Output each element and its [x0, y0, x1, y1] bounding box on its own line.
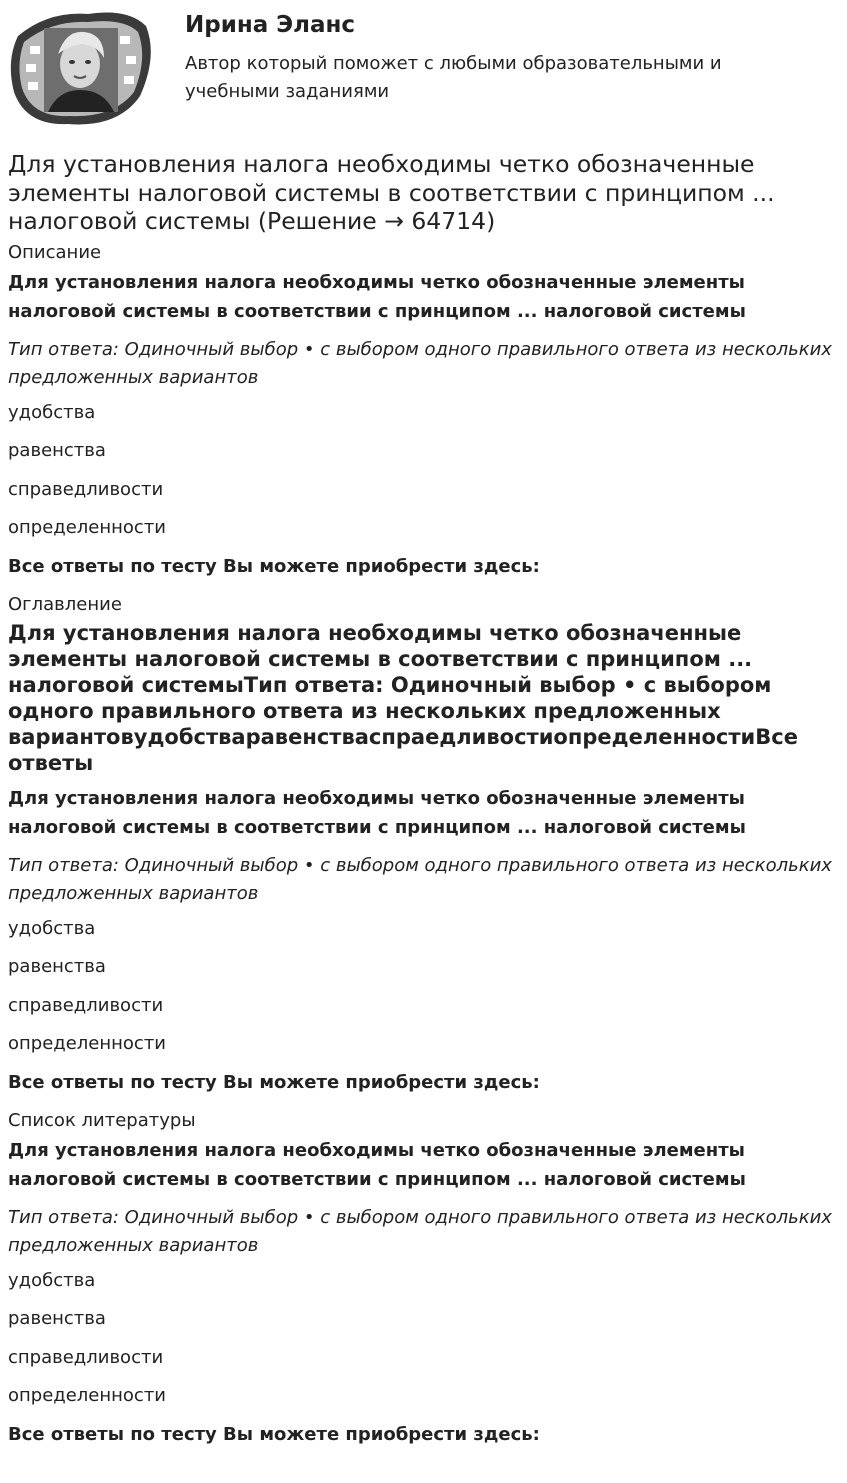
toc-heading — [8, 620, 847, 776]
author-avatar — [8, 6, 152, 128]
answer-option: удобства — [8, 401, 96, 423]
question-text: Для установления налога необходимы четко обозначенные элементы налоговой системы в соответствии с принципом ... налоговой системы — [8, 1139, 746, 1190]
question-text: Для установления налога необходимы четко обозначенные элементы налоговой системы в соответствии с принципом ... налоговой системы — [8, 787, 746, 838]
toc-heading-line: налоговой системыТип ответа: Одиночный выбор • с выбором — [8, 672, 772, 697]
toc-heading-line: вариантовудобстваравенстваспраедливостиопределенностиВсе — [8, 724, 798, 749]
literature-section — [8, 1110, 839, 1446]
answer-option: определенности — [8, 1385, 167, 1406]
answer-option: определенности — [8, 517, 167, 538]
answer-option: равенства — [8, 440, 106, 461]
answer-type: Тип ответа: Одиночный выбор • с выбором одного правильного ответа из нескольких предложенных вариантов — [8, 338, 832, 388]
description-section — [8, 242, 839, 578]
toc-heading-line: одного правильного ответа из нескольких предложенных — [8, 698, 721, 723]
question-text: Для установления налога необходимы четко обозначенные элементы налоговой системы в соответствии с принципом ... налоговой системы — [8, 271, 746, 322]
section-label-literature: Список литературы — [8, 1109, 196, 1131]
section-label-description: Описание — [8, 241, 102, 263]
answer-type: Тип ответа: Одиночный выбор • с выбором одного правильного ответа из нескольких предложенных вариантов — [8, 854, 832, 904]
answer-option: равенства — [8, 1308, 106, 1329]
author-description: Автор который поможет с любыми образовательными и учебными заданиями — [185, 53, 722, 102]
toc-heading-line: ответы — [8, 750, 94, 775]
answer-option: определенности — [8, 1033, 167, 1054]
answer-option: удобства — [8, 917, 96, 939]
section-label-toc: Оглавление — [8, 593, 122, 615]
page-title: Для установления налога необходимы четко обозначенные элементы налоговой системы в соответствии с принципом ... налоговой системы (Решение → 64714) — [8, 150, 775, 235]
answer-option: удобства — [8, 1269, 96, 1291]
answer-option: справедливости — [8, 994, 164, 1016]
answer-option: справедливости — [8, 1346, 164, 1368]
answer-option: справедливости — [8, 478, 164, 500]
buy-note: Все ответы по тесту Вы можете приобрести здесь: — [8, 555, 540, 577]
answer-option: равенства — [8, 956, 106, 977]
author-name: Ирина Эланс — [185, 12, 356, 38]
author-block — [8, 0, 839, 136]
toc-heading-line: элементы налоговой системы в соответствии с принципом ... — [8, 646, 753, 671]
answer-type: Тип ответа: Одиночный выбор • с выбором одного правильного ответа из нескольких предложенных вариантов — [8, 1206, 832, 1256]
toc-heading-line: Для установления налога необходимы четко обозначенные — [8, 620, 742, 645]
buy-note: Все ответы по тесту Вы можете приобрести здесь: — [8, 1071, 540, 1093]
toc-section — [8, 594, 839, 1094]
buy-note: Все ответы по тесту Вы можете приобрести здесь: — [8, 1423, 540, 1445]
